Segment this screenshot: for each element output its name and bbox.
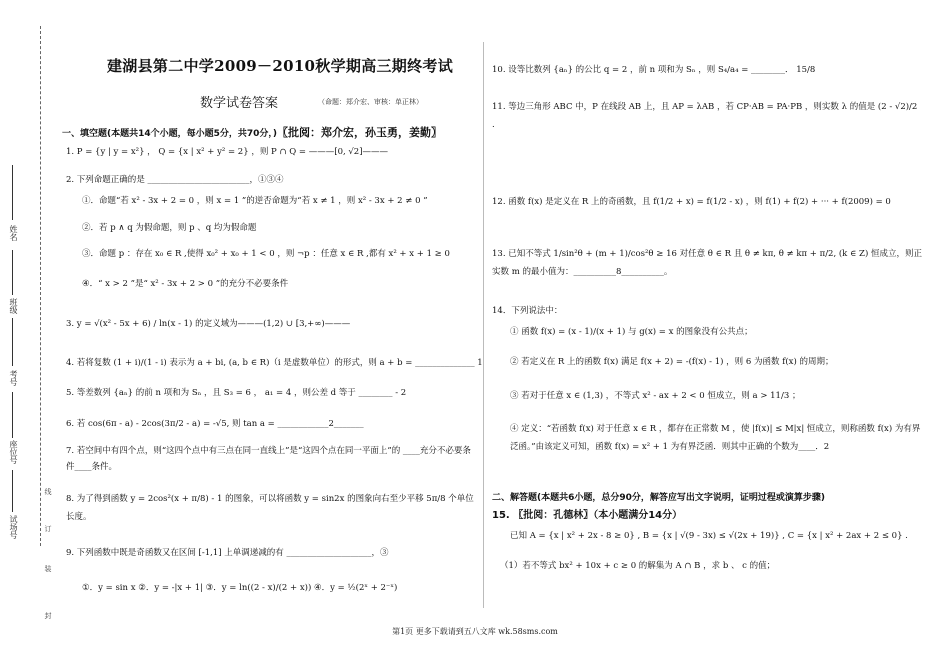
exam-room-blank[interactable] [12, 470, 13, 512]
question-11: 11. 等边三角形 ABC 中，P 在线段 AB 上，且 AP = λAB ，若 CP·AB = PA·PB ，则实数 λ 的值是 (2 - √2)/2 . [492, 102, 918, 130]
class-blank[interactable] [12, 250, 13, 295]
cut-line [40, 26, 41, 546]
binding-note-zhuang: 装 [44, 565, 52, 572]
binding-note-line: 线 [44, 488, 52, 495]
question-15-part-1: （1）若不等式 bx² + 10x + c ≥ 0 的解集为 A ∩ B ，求 b 、 c 的值； [500, 561, 776, 571]
question-15-label: 15. 〖批阅：孔德林〗（本小题满分14分） [492, 510, 683, 521]
question-12: 12. 函数 f(x) 是定义在 R 上的奇函数，且 f(1/2 + x) = f(1/2 - x) ，则 f(1) + f(2) + ··· + f(2009) = 0 [492, 197, 891, 207]
exam-subtitle: 数学试卷答案 [200, 96, 279, 111]
question-6: 6. 若 cos(6π - a) - 2cos(3π/2 - a) = -√5, 则 tan a = ____________2_______ [66, 419, 364, 429]
seat-number-blank[interactable] [12, 392, 13, 438]
question-13: 13. 已知不等式 1/sin²θ + (m + 1)/cos²θ ≥ 16 对任意 θ ∈ R 且 θ ≠ kπ, θ ≠ kπ + π/2, (k ∈ Z) 恒成立，则正实数 m 的最小值为：__________8__________。 [492, 249, 922, 277]
class-label: 班级 [9, 298, 18, 314]
question-9-options: ①．y = sin x ②．y = -|x + 1| ③．y = ln((2 - x)/(2 + x)) ④．y = ½(2ˣ + 2⁻ˣ) [82, 583, 398, 593]
exam-number-blank[interactable] [12, 318, 13, 366]
exam-title: 建湖县第二中学2009－2010秋学期高三期终考试 [107, 57, 453, 75]
seat-number-label: 座位号 [9, 440, 18, 464]
question-14-statement-1: ① 函数 f(x) = (x - 1)/(x + 1) 与 g(x) = x 的图象没有公共点； [510, 327, 753, 337]
question-2-option-1: ①．命题“若 x² - 3x + 2 = 0 ，则 x = 1 ”的逆否命题为“若 x ≠ 1 ，则 x² - 3x + 2 ≠ 0 ” [82, 196, 428, 206]
question-14-statement-3: ③ 若对于任意 x ∈ (1,3) ，不等式 x² - ax + 2 < 0 恒成立，则 a > 11/3 ； [510, 391, 801, 401]
question-9: 9. 下列函数中既是奇函数又在区间 [-1,1] 上单调递减的有 ____________________，③ [66, 548, 389, 558]
question-14-statement-2: ② 若定义在 R 上的函数 f(x) 满足 f(x + 2) = -(f(x) - 1) ，则 6 为函数 f(x) 的周期； [510, 357, 834, 367]
section1-heading [62, 124, 442, 140]
binding-note-ding: 订 [44, 525, 52, 532]
question-8: 8. 为了得到函数 y = 2cos²(x + π/8) - 1 的图象，可以将函数 y = sin2x 的图象向右至少平移 5π/8 个单位长度。 [66, 494, 474, 522]
question-2: 2. 下列命题正确的是 ________________________，①③④ [66, 175, 284, 185]
section1-reviewers: 〖批阅：郑介宏，孙玉勇，姜勤〗 [277, 126, 443, 139]
question-14: 14．下列说法中： [492, 306, 563, 316]
question-14-statement-4: ④ 定义：“若函数 f(x) 对于任意 x ∈ R ，都存在正常数 M ，使 |f(x)| ≤ M|x| 恒成立，则称函数 f(x) 为有界泛函。”由该定义可知，函数 f(x) = x² + 1 为有界泛函．则其中正确的个数为____．2 [510, 424, 921, 452]
binding-note-feng: 封 [44, 612, 52, 619]
question-15-text: 已知 A = {x | x² + 2x - 8 ≥ 0} , B = {x | √(9 - 3x) ≤ √(2x + 19)} , C = {x | x² + 2ax + 2 ≤ 0} . [510, 531, 908, 541]
exam-number-label: 考号 [9, 370, 18, 386]
exam-credit: （命题：郑介宏、审核：单正林） [318, 98, 423, 106]
question-1: 1. P = {y | y = x²} ， Q = {x | x² + y² = 2} ，则 P ∩ Q = ———[0, √2]——— [66, 147, 389, 157]
name-blank[interactable] [12, 165, 13, 220]
question-10: 10. 设等比数列 {aₙ} 的公比 q = 2 ，前 n 项和为 Sₙ ，则 S₄/a₄ = ________． 15/8 [492, 65, 816, 75]
question-2-option-3: ③．命题 p ：存在 x₀ ∈ R ,使得 x₀² + x₀ + 1 < 0 ，则 ¬p ：任意 x ∈ R ,都有 x² + x + 1 ≥ 0 [82, 249, 450, 259]
question-5: 5. 等差数列 {aₙ} 的前 n 项和为 Sₙ ，且 S₃ = 6 ， a₁ = 4 ，则公差 d 等于 ________ - 2 [66, 388, 407, 398]
binding-margin [0, 0, 60, 659]
question-2-option-2: ②．若 p ∧ q 为假命题，则 p 、q 均为假命题 [82, 223, 257, 233]
page-footer: 第1页 更多下载请到五八文库 wk.58sms.com [392, 627, 558, 636]
section1-title: 一、填空题(本题共14个小题，每小题5分，共70分，) [62, 129, 278, 139]
question-2-option-4: ④．“ x > 2 ”是“ x² - 3x + 2 > 0 ”的充分不必要条件 [82, 279, 289, 289]
question-7: 7. 若空间中有四个点，则“这四个点中有三点在同一直线上”是“这四个点在同一平面上”的 ____充分不必要条件____条件。 [66, 446, 471, 472]
column-divider [483, 42, 485, 608]
question-3: 3. y = √(x² - 5x + 6) / ln(x - 1) 的定义域为———(1,2) ∪ [3,+∞)——— [66, 319, 351, 329]
section2-heading: 二、解答题(本题共6小题，总分90分，解答应写出文字说明，证明过程或演算步骤) [492, 493, 826, 503]
exam-room-label: 试场号 [9, 515, 18, 539]
question-4: 4. 若将复数 (1 + i)/(1 - i) 表示为 a + bi, (a, b ∈ R)（i 是虚数单位）的形式，则 a + b = ______________ 1 [66, 358, 483, 368]
name-label: 姓名 [9, 225, 18, 241]
